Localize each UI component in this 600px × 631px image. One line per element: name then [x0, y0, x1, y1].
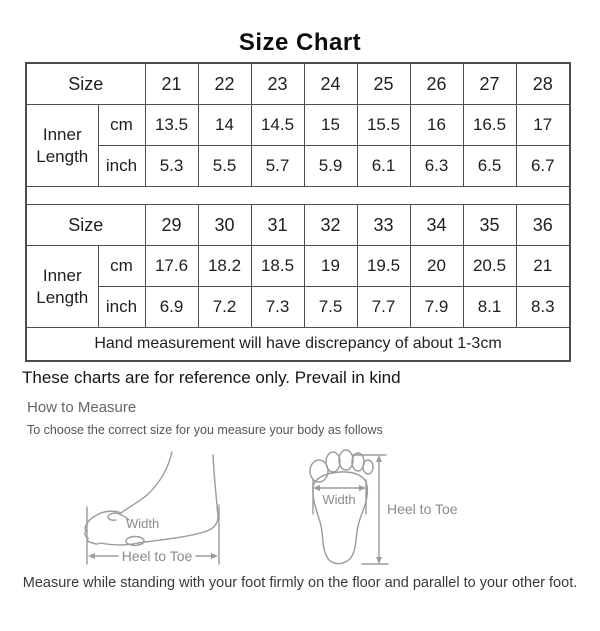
- inch-value-cell: 8.3: [516, 287, 570, 328]
- table-row-inch-2: [26, 287, 570, 328]
- size-value-cell: 25: [357, 63, 410, 105]
- size-value-cell: 28: [516, 63, 570, 105]
- toe: [326, 452, 340, 472]
- inner-length-label-cell: Inner Length: [26, 246, 98, 328]
- unit-cell: cm: [98, 105, 145, 146]
- inch-value-cell: 7.3: [251, 287, 304, 328]
- table-row-inch-1: [26, 146, 570, 187]
- inch-value-cell: 5.5: [198, 146, 251, 187]
- reference-note: These charts are for reference only. Prevail in kind: [22, 368, 401, 387]
- arrow-right-icon: [359, 485, 366, 491]
- inch-value-cell: 7.2: [198, 287, 251, 328]
- size-chart-table: [25, 62, 571, 362]
- table-row-cm-2: [26, 246, 570, 287]
- size-value-cell: 32: [304, 205, 357, 246]
- cm-value-cell: 20: [410, 246, 463, 287]
- disclaimer-row: [26, 328, 570, 362]
- arrow-up-icon: [376, 455, 382, 462]
- toe: [339, 450, 353, 470]
- size-value-cell: 36: [516, 205, 570, 246]
- table-row-cm-1: [26, 105, 570, 146]
- heel-to-toe-label: Heel to Toe: [121, 548, 193, 564]
- inch-value-cell: 7.5: [304, 287, 357, 328]
- measurement-diagram: [0, 443, 600, 573]
- inch-value-cell: 7.9: [410, 287, 463, 328]
- inch-value-cell: 5.3: [145, 146, 198, 187]
- size-header-cell: Size: [26, 63, 145, 105]
- cm-value-cell: 18.5: [251, 246, 304, 287]
- page-title: Size Chart: [238, 29, 362, 56]
- arrow-left-icon: [88, 553, 95, 559]
- inch-value-cell: 6.1: [357, 146, 410, 187]
- size-value-cell: 31: [251, 205, 304, 246]
- size-value-cell: 23: [251, 63, 304, 105]
- size-value-cell: 22: [198, 63, 251, 105]
- inch-value-cell: 5.9: [304, 146, 357, 187]
- unit-cell: inch: [98, 146, 145, 187]
- size-value-cell: 35: [463, 205, 516, 246]
- table-row-size-2: [26, 205, 570, 246]
- cm-value-cell: 13.5: [145, 105, 198, 146]
- toe: [352, 453, 364, 471]
- size-chart-page: [0, 31, 600, 631]
- table-row-size-1: [26, 63, 570, 105]
- size-value-cell: 33: [357, 205, 410, 246]
- how-to-measure-subtext: To choose the correct size for you measure your body as follows: [27, 423, 383, 437]
- cm-value-cell: 15.5: [357, 105, 410, 146]
- cm-value-cell: 17.6: [145, 246, 198, 287]
- foot-top-view-diagram: [310, 450, 458, 564]
- how-to-measure-heading: How to Measure: [27, 399, 137, 416]
- size-value-cell: 27: [463, 63, 516, 105]
- size-value-cell: 24: [304, 63, 357, 105]
- disclaimer-cell: Hand measurement will have discrepancy of about 1-3cm: [26, 328, 570, 362]
- foot-front-leg-line: [121, 452, 172, 513]
- cm-value-cell: 15: [304, 105, 357, 146]
- spacer-row: [26, 187, 570, 205]
- size-value-cell: 26: [410, 63, 463, 105]
- size-value-cell: 21: [145, 63, 198, 105]
- inch-value-cell: 6.9: [145, 287, 198, 328]
- inch-value-cell: 6.5: [463, 146, 516, 187]
- arrow-left-icon: [313, 485, 320, 491]
- foot-side-view-diagram: [85, 452, 219, 564]
- cm-value-cell: 14: [198, 105, 251, 146]
- inch-value-cell: 8.1: [463, 287, 516, 328]
- cm-value-cell: 21: [516, 246, 570, 287]
- size-value-cell: 30: [198, 205, 251, 246]
- inch-value-cell: 7.7: [357, 287, 410, 328]
- cm-value-cell: 16: [410, 105, 463, 146]
- cm-value-cell: 17: [516, 105, 570, 146]
- inner-length-label-cell: Inner Length: [26, 105, 98, 187]
- inch-value-cell: 6.3: [410, 146, 463, 187]
- arrow-down-icon: [376, 557, 382, 564]
- width-label: Width: [322, 492, 356, 507]
- foot-outline: [85, 455, 218, 545]
- cm-value-cell: 20.5: [463, 246, 516, 287]
- width-label: Width: [126, 516, 160, 531]
- unit-cell: cm: [98, 246, 145, 287]
- cm-value-cell: 19: [304, 246, 357, 287]
- cm-value-cell: 16.5: [463, 105, 516, 146]
- heel-to-toe-label: Heel to Toe: [387, 501, 458, 517]
- measure-instruction-note: Measure while standing with your foot firmly on the floor and parallel to your other foot.: [22, 575, 578, 591]
- size-value-cell: 34: [410, 205, 463, 246]
- size-header-cell: Size: [26, 205, 145, 246]
- spacer-cell: [26, 187, 570, 205]
- arrow-right-icon: [211, 553, 218, 559]
- size-value-cell: 29: [145, 205, 198, 246]
- inch-value-cell: 6.7: [516, 146, 570, 187]
- cm-value-cell: 18.2: [198, 246, 251, 287]
- toe: [363, 460, 373, 474]
- cm-value-cell: 19.5: [357, 246, 410, 287]
- inch-value-cell: 5.7: [251, 146, 304, 187]
- cm-value-cell: 14.5: [251, 105, 304, 146]
- unit-cell: inch: [98, 287, 145, 328]
